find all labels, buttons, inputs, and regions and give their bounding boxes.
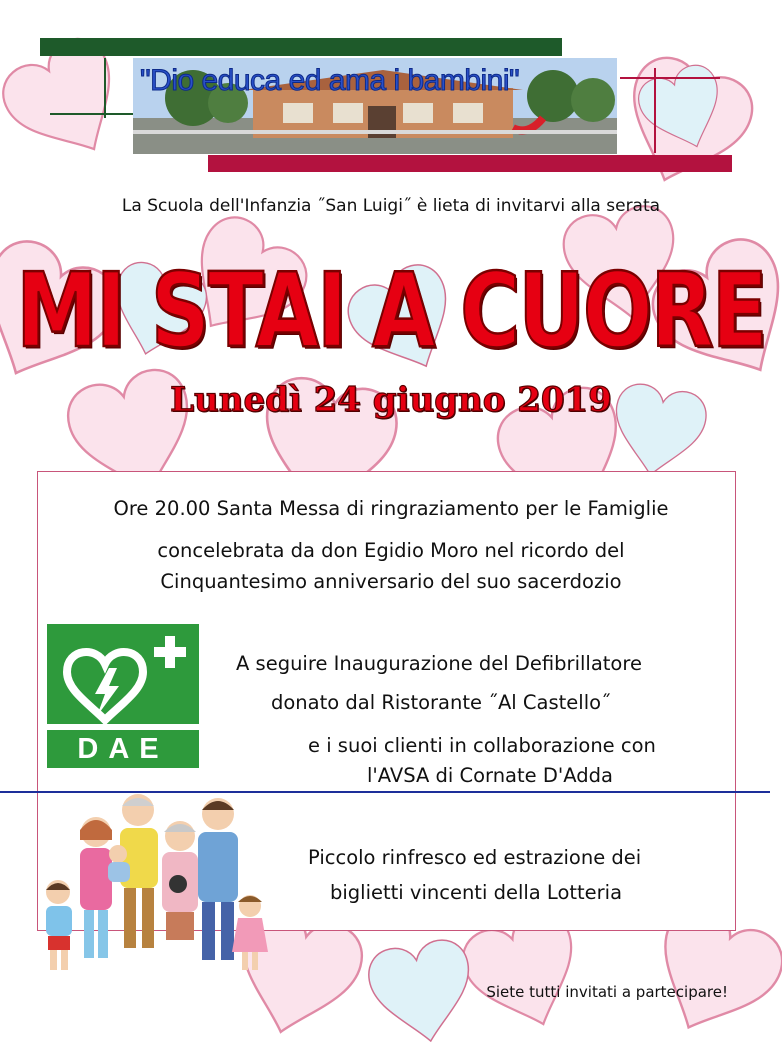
dae-label: DAE [77, 733, 169, 765]
mass-line-1: Ore 20.00 Santa Messa di ringraziamento per le Famiglie [113, 497, 669, 520]
family-illustration [38, 792, 278, 982]
dae-line-2: donato dal Ristorante ˝Al Castello˝ [271, 691, 611, 714]
event-date: Lunedì 24 giugno 2019 [170, 380, 612, 420]
refresh-line-1: Piccolo rinfresco ed estrazione dei [308, 846, 642, 869]
intro-text: La Scuola dell'Infanzia ˝San Luigi˝ è lieta di invitarvi alla serata [121, 196, 661, 216]
dae-logo [47, 624, 199, 768]
header-bar-crimson [208, 155, 732, 172]
mass-line-3: Cinquantesimo anniversario del suo sacerdozio [160, 570, 622, 593]
mass-line-2: concelebrata da don Egidio Moro nel ricordo del [157, 539, 625, 562]
dae-line-4: l'AVSA di Cornate D'Adda [367, 764, 613, 787]
refresh-line-2: biglietti vincenti della Lotteria [330, 881, 623, 904]
event-title: MI STAI A CUORE [16, 252, 766, 371]
footer-invite: Siete tutti invitati a partecipare! [486, 983, 728, 1001]
dae-line-3: e i suoi clienti in collaborazione con [308, 734, 656, 757]
school-motto: "Dio educa ed ama i bambini" [140, 64, 520, 97]
dae-line-1: A seguire Inaugurazione del Defibrillatore [236, 652, 642, 675]
header-bar-green [40, 38, 562, 56]
